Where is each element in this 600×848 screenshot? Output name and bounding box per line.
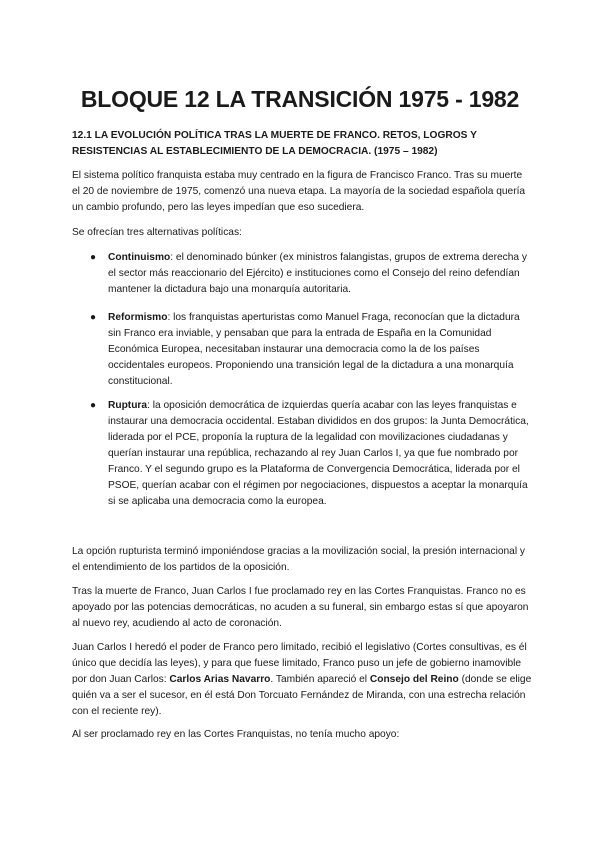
consejo-reino-bold: Consejo del Reino — [369, 674, 459, 685]
bullet-icon: ● — [90, 252, 97, 263]
heredo-paragraph — [72, 640, 532, 720]
list-item-reformismo — [90, 310, 535, 390]
term-label: Ruptura — [108, 400, 148, 411]
term-description: : el denominado búnker (ex ministros falangistas, grupos de extrema derecha y el sector más reaccionario del Ejército) e instituciones como el Consejo del reino defendían mantener la dictadura bajo una monarquía autoritaria. — [108, 252, 528, 295]
page-title: BLOQUE 12 LA TRANSICIÓN 1975 - 1982 — [80, 86, 520, 112]
term-description: : la oposición democrática de izquierdas quería acabar con las leyes franquistas e instaurar una democracia occidental. Estaban divididos en dos grupos: la Junta Democrática, liderada por el PCE, proponía la ruptura de la legalidad con movilizaciones ciudadanas y querían instaurar una república, rechazando al rey Juan Carlos I, ya que fue nombrado por Franco. Y el segundo grupo es la Plataforma de Convergencia Democrática, liderada por el PSOE, querían acabar con el régimen por negociaciones, dispuestos a aceptar la monarquía si se aplicaba una democracia como la europea. — [108, 400, 529, 507]
list-item-ruptura — [90, 398, 535, 510]
bullet-icon: ● — [90, 312, 97, 323]
final-paragraph: Al ser proclamado rey en las Cortes Franquistas, no tenía mucho apoyo: — [72, 729, 400, 740]
term-description: : los franquistas aperturistas como Manuel Fraga, reconocían que la dictadura sin Franco era inviable, y pensaban que para la entrada de España en la Comunidad Económica Europea, necesitaban instaurar una democracia como la de los países occidentales europeos. Proponiendo una transición legal de la dictadura a una monarquía constitucional. — [108, 312, 520, 387]
proclamado-paragraph: Tras la muerte de Franco, Juan Carlos I fue proclamado rey en las Cortes Franquistas. Franco no es apoyado por las potencias democráticas, no acuden a su funeral, sin embargo estas sí que apoyaron al nuevo rey, acudiendo al acto de coronación. — [72, 586, 529, 629]
list-item-text — [108, 398, 535, 510]
heredo-text-1: Juan Carlos I heredó el poder de Franco pero limitado, recibió el legislativo (Cortes consultivas, es él único que decidía las leyes), y para que fuese limitado, Franco puso un jefe de gobierno inamovible por don Juan Carlos: — [72, 642, 527, 685]
section-heading: 12.1 LA EVOLUCIÓN POLÍTICA TRAS LA MUERTE DE FRANCO. RETOS, LOGROS Y RESISTENCIAS AL ESTABLECIMIENTO DE LA DEMOCRACIA. (1975 – 1982) — [72, 130, 477, 157]
list-item-text — [108, 310, 535, 390]
heredo-text-2: . También apareció el — [270, 674, 370, 685]
bullet-icon: ● — [90, 400, 97, 411]
list-item-continuismo — [90, 250, 535, 298]
alternatives-intro: Se ofrecían tres alternativas políticas: — [72, 227, 242, 238]
heredo-text-3: (donde se elige quién va a ser el sucesor, en él está Don Torcuato Fernández de Miranda, con una estrecha relación con el reciente rey). — [72, 674, 532, 717]
term-label: Reformismo — [108, 312, 168, 323]
arias-navarro-bold: Carlos Arias Navarro — [169, 674, 271, 685]
intro-paragraph: El sistema político franquista estaba muy centrado en la figura de Francisco Franco. Tras su muerte el 20 de noviembre de 1975, comenzó una nueva etapa. La mayoría de la sociedad española quería un cambio profundo, pero las leyes impedían que eso sucediera. — [72, 170, 526, 213]
list-item-text — [108, 250, 535, 298]
rupturista-paragraph: La opción rupturista terminó imponiéndose gracias a la movilización social, la presión internacional y el entendimiento de los partidos de la oposición. — [72, 546, 526, 573]
term-label: Continuismo — [108, 252, 171, 263]
